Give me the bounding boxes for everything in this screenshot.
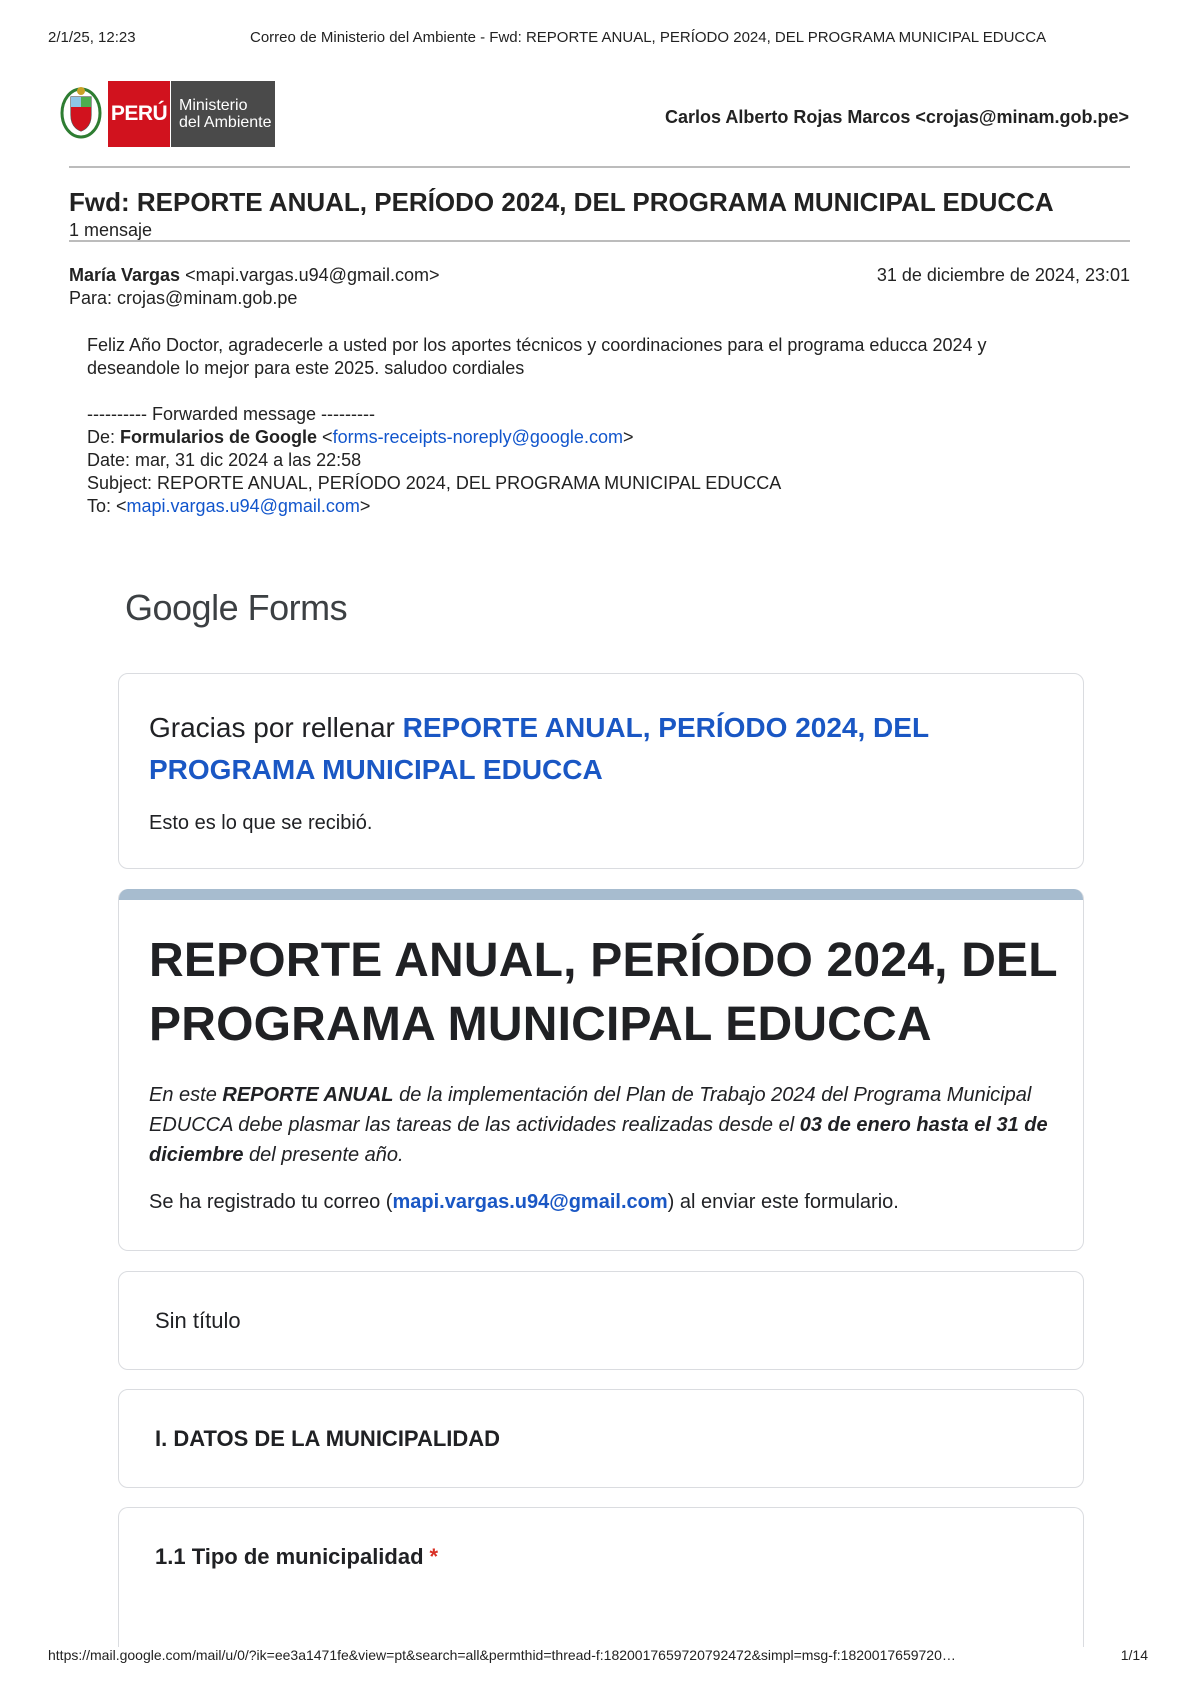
forwarded-marker: ---------- Forwarded message --------- [87, 404, 375, 424]
print-url: https://mail.google.com/mail/u/0/?ik=ee3a1471fe&view=pt&search=all&permthid=thread-f:1820017659720792472&simpl=msg-f:1820017659720… [48, 1647, 956, 1663]
required-mark: * [429, 1544, 439, 1569]
google-forms-logo: Google Forms [125, 587, 348, 628]
question-label: 1.1 Tipo de municipalidad * [155, 1544, 439, 1569]
page-number: 1/14 [1120, 1647, 1148, 1663]
thread-subject: Fwd: REPORTE ANUAL, PERÍODO 2024, DEL PROGRAMA MUNICIPAL EDUCCA [69, 187, 1054, 217]
section-title: I. DATOS DE LA MUNICIPALIDAD [155, 1426, 501, 1451]
forwarded-to-link[interactable]: mapi.vargas.u94@gmail.com [126, 496, 360, 516]
print-footer [48, 1647, 1148, 1667]
section-title: Sin título [155, 1308, 241, 1333]
print-date: 2/1/25, 12:23 [48, 29, 136, 46]
form-header-card [118, 889, 1084, 1251]
received-text: Esto es lo que se recibió. [149, 812, 373, 834]
form-link[interactable]: REPORTE ANUAL, PERÍODO 2024, DEL PROGRAMA MUNICIPAL EDUCCA [149, 712, 929, 785]
forwarded-date: Date: mar, 31 dic 2024 a las 22:58 [87, 450, 362, 470]
ministry-logo [59, 79, 275, 149]
registered-email-link[interactable]: mapi.vargas.u94@gmail.com [392, 1191, 668, 1213]
thanks-text: Gracias por rellenar REPORTE ANUAL, PERÍODO 2024, DEL PROGRAMA MUNICIPAL EDUCCA [149, 712, 929, 785]
divider [69, 240, 1130, 242]
forwarded-from: De: Formularios de Google <forms-receipts-noreply@google.com> [87, 427, 634, 447]
message-date: 31 de diciembre de 2024, 23:01 [876, 265, 1130, 285]
message-count: 1 mensaje [69, 220, 153, 240]
form-title: REPORTE ANUAL, PERÍODO 2024, DEL PROGRAMA MUNICIPAL EDUCCA [149, 934, 1057, 1051]
message-sender [69, 265, 439, 286]
message-recipient: Para: crojas@minam.gob.pe [69, 288, 298, 308]
forwarded-from-link[interactable]: forms-receipts-noreply@google.com [332, 427, 623, 447]
forwarded-to: To: <mapi.vargas.u94@gmail.com> [87, 496, 371, 516]
divider [69, 166, 1130, 168]
form-description: En este REPORTE ANUAL de la implementación del Plan de Trabajo 2024 del Programa Municipal EDUCCA debe plasmar las tareas de las actividades realizadas desde el 03 de enero hasta el 31 de diciembre del presente año. [149, 1084, 1048, 1166]
registered-email-note: Se ha registrado tu correo (mapi.vargas.u94@gmail.com) al enviar este formulario. [149, 1191, 899, 1213]
sender-email: <mapi.vargas.u94@gmail.com> [185, 265, 440, 285]
ministry-label: Ministerio del Ambiente [171, 81, 275, 147]
untitled-section-card [118, 1271, 1084, 1370]
thanks-card [118, 673, 1084, 869]
peru-label: PERÚ [108, 81, 170, 147]
municipality-section-card [118, 1389, 1084, 1488]
account-name: Carlos Alberto Rojas Marcos <crojas@minam.gob.pe> [664, 107, 1129, 127]
form-accent-bar [119, 889, 1083, 900]
print-title: Correo de Ministerio del Ambiente - Fwd: REPORTE ANUAL, PERÍODO 2024, DEL PROGRAMA MUNICIPAL EDUCCA [250, 29, 1047, 46]
sender-name: María Vargas [69, 265, 181, 285]
forwarded-subject: Subject: REPORTE ANUAL, PERÍODO 2024, DEL PROGRAMA MUNICIPAL EDUCCA [87, 473, 782, 493]
message-body: Feliz Año Doctor, agradecerle a usted por los aportes técnicos y coordinaciones para el programa educca 2024 y deseandole lo mejor para este 2025. saludoo cordiales ---------- Forwarded message --------- De: Formularios de Google <forms-receipts-noreply@google.com> Date: mar, 31 dic 2024 a las 22:58 Subject: REPORTE ANUAL, PERÍODO 2024, DEL PROGRAMA MUNICIPAL EDUCCA To: <mapi.vargas.u94@gmail.com> [87, 334, 1107, 518]
coat-of-arms-icon [59, 83, 103, 143]
question-card [118, 1507, 1084, 1667]
